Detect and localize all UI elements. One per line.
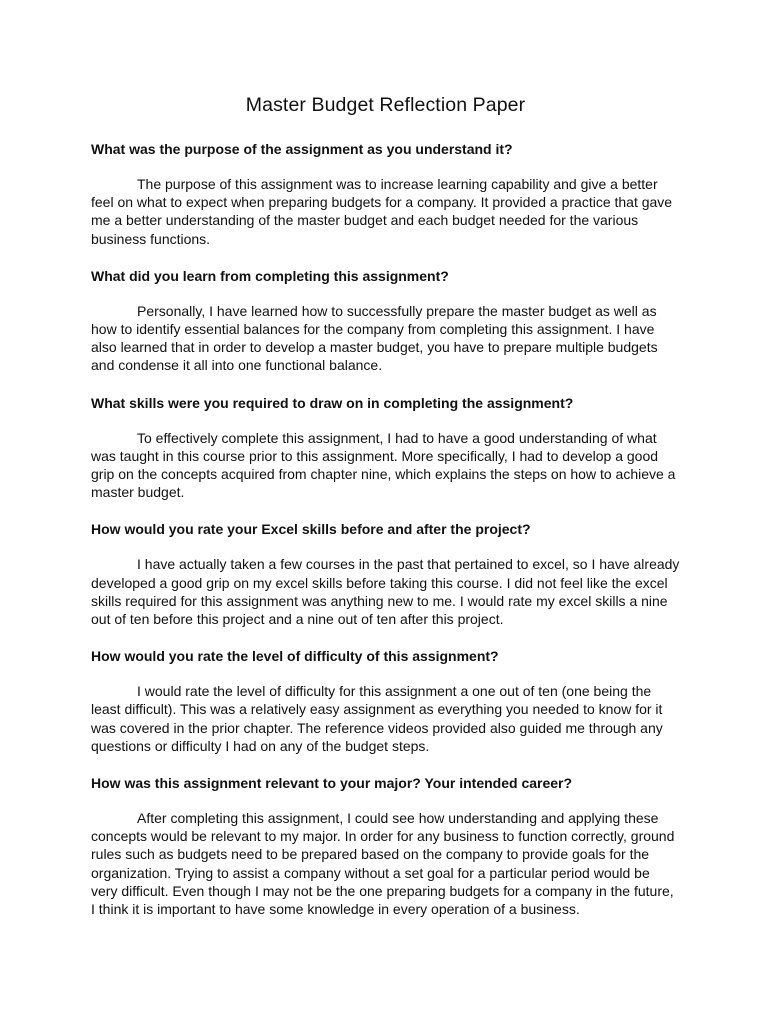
section-answer: After completing this assignment, I could see how understanding and applying these concepts would be relevant to my major. In order for any business to function correctly, ground rules such as budgets need to be prepared based on the company to provide goals for the organization. Trying to assist a company without a set goal for a particular period would be very difficult. Even though I may not be the one preparing budgets for a company in the future, I think it is important to have some knowledge in every operation of a business. bbox=[91, 810, 675, 918]
section-answer: I would rate the level of difficulty for this assignment a one out of ten (one being the least difficult). This was a relatively easy assignment as everything you needed to know for it was covered in the prior chapter. The reference videos provided also guided me through any questions or difficulty I had on any of the budget steps. bbox=[91, 683, 663, 754]
section-difficulty bbox=[91, 647, 680, 755]
section-question: What skills were you required to draw on in completing the assignment? bbox=[91, 394, 574, 411]
section-answer: Personally, I have learned how to successfully prepare the master budget as well as how to identify essential balances for the company from completing this assignment. I have also learned that in order to develop a master budget, you have to prepare multiple budgets and condense it all into one functional balance. bbox=[91, 302, 658, 374]
section-answer: The purpose of this assignment was to increase learning capability and give a better feel on what to expect when preparing budgets for a company. It provided a practice that gave me a better understanding of the master budget and each budget needed for the various business functions. bbox=[91, 176, 673, 247]
section-question: How would you rate the level of difficulty of this assignment? bbox=[91, 648, 499, 665]
section-relevance bbox=[91, 774, 680, 918]
section-answer: I have actually taken a few courses in the past that pertained to excel, so I have already developed a good grip on my excel skills before taking this course. I did not feel like the excel skills required for this assignment was anything new to me. I would rate my excel skills a nine out of ten before this project and a nine out of ten after this project. bbox=[91, 556, 680, 628]
section-learning bbox=[91, 267, 680, 375]
section-question: What was the purpose of the assignment as you understand it? bbox=[91, 141, 513, 157]
section-purpose bbox=[91, 140, 680, 248]
section-answer: To effectively complete this assignment, I had to have a good understanding of what was taught in this course prior to this assignment. More specifically, I had to develop a good grip on the concepts acquired from chapter nine, which explains the steps on how to achieve a master budget. bbox=[91, 429, 676, 501]
section-question: What did you learn from completing this assignment? bbox=[91, 267, 449, 284]
section-question: How would you rate your Excel skills before and after the project? bbox=[91, 521, 531, 538]
section-excel-skills bbox=[91, 520, 680, 628]
document-title: Master Budget Reflection Paper bbox=[245, 94, 526, 116]
section-question: How was this assignment relevant to your major? Your intended career? bbox=[91, 775, 573, 792]
section-skills bbox=[91, 394, 680, 502]
